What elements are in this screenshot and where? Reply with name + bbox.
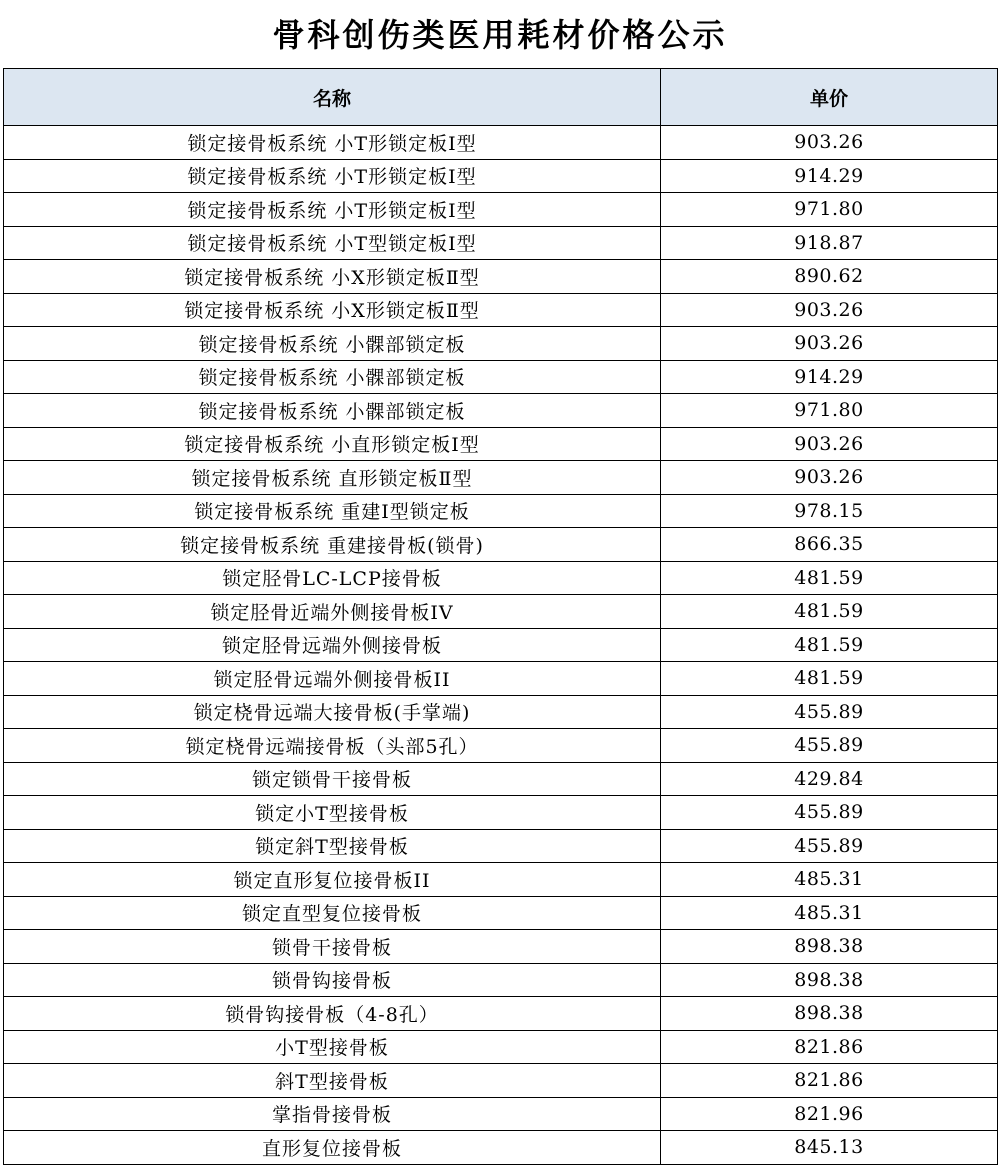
column-header-price: 单价	[661, 69, 998, 126]
cell-name: 锁定小T型接骨板	[4, 796, 661, 830]
table-header-row	[4, 69, 998, 126]
cell-name: 锁定接骨板系统 重建Ⅰ型锁定板	[4, 494, 661, 528]
cell-name: 锁定接骨板系统 小直形锁定板Ⅰ型	[4, 427, 661, 461]
cell-name: 锁定锁骨干接骨板	[4, 762, 661, 796]
table-row	[4, 126, 998, 160]
cell-price: 455.89	[661, 729, 998, 763]
cell-price: 918.87	[661, 226, 998, 260]
table-row	[4, 394, 998, 428]
table-row	[4, 662, 998, 696]
cell-name: 锁定胫骨LC-LCP接骨板	[4, 561, 661, 595]
cell-name: 斜T型接骨板	[4, 1064, 661, 1098]
table-row	[4, 427, 998, 461]
table-row	[4, 494, 998, 528]
cell-price: 898.38	[661, 997, 998, 1031]
table-row	[4, 561, 998, 595]
table-row	[4, 1131, 998, 1165]
cell-price: 866.35	[661, 528, 998, 562]
cell-price: 903.26	[661, 327, 998, 361]
cell-name: 锁骨钩接骨板	[4, 963, 661, 997]
table-row	[4, 461, 998, 495]
page-title: 骨科创伤类医用耗材价格公示	[272, 16, 728, 54]
table-row	[4, 1097, 998, 1131]
cell-name: 锁骨干接骨板	[4, 930, 661, 964]
cell-name: 锁定胫骨远端外侧接骨板	[4, 628, 661, 662]
cell-name: 直形复位接骨板	[4, 1131, 661, 1165]
cell-name: 锁定接骨板系统 小T形锁定板Ⅰ型	[4, 193, 661, 227]
cell-price: 914.29	[661, 360, 998, 394]
table-row	[4, 226, 998, 260]
cell-name: 小T型接骨板	[4, 1030, 661, 1064]
cell-price: 455.89	[661, 695, 998, 729]
table-row	[4, 729, 998, 763]
cell-name: 锁定接骨板系统 小X形锁定板Ⅱ型	[4, 260, 661, 294]
cell-name: 锁定斜T型接骨板	[4, 829, 661, 863]
table-row	[4, 896, 998, 930]
cell-name: 锁定接骨板系统 小T型锁定板Ⅰ型	[4, 226, 661, 260]
cell-name: 锁定接骨板系统 直形锁定板Ⅱ型	[4, 461, 661, 495]
table-row	[4, 628, 998, 662]
cell-name: 掌指骨接骨板	[4, 1097, 661, 1131]
table-row	[4, 595, 998, 629]
table-row	[4, 997, 998, 1031]
cell-price: 898.38	[661, 963, 998, 997]
table-row	[4, 695, 998, 729]
cell-price: 481.59	[661, 561, 998, 595]
cell-price: 903.26	[661, 427, 998, 461]
cell-price: 481.59	[661, 595, 998, 629]
cell-price: 429.84	[661, 762, 998, 796]
cell-name: 锁骨钩接骨板（4-8孔）	[4, 997, 661, 1031]
cell-name: 锁定接骨板系统 小T形锁定板Ⅰ型	[4, 159, 661, 193]
cell-price: 903.26	[661, 293, 998, 327]
cell-price: 914.29	[661, 159, 998, 193]
cell-price: 845.13	[661, 1131, 998, 1165]
cell-price: 481.59	[661, 662, 998, 696]
cell-name: 锁定接骨板系统 小髁部锁定板	[4, 327, 661, 361]
cell-price: 903.26	[661, 126, 998, 160]
table-row	[4, 930, 998, 964]
cell-price: 978.15	[661, 494, 998, 528]
cell-name: 锁定直型复位接骨板	[4, 896, 661, 930]
cell-price: 455.89	[661, 829, 998, 863]
cell-price: 971.80	[661, 394, 998, 428]
cell-name: 锁定接骨板系统 小X形锁定板Ⅱ型	[4, 293, 661, 327]
table-row	[4, 863, 998, 897]
table-row	[4, 829, 998, 863]
cell-price: 821.86	[661, 1064, 998, 1098]
table-row	[4, 159, 998, 193]
table-row	[4, 963, 998, 997]
cell-name: 锁定接骨板系统 重建接骨板(锁骨)	[4, 528, 661, 562]
cell-name: 锁定接骨板系统 小T形锁定板Ⅰ型	[4, 126, 661, 160]
table-row	[4, 193, 998, 227]
table-body	[4, 126, 998, 1165]
cell-name: 锁定接骨板系统 小髁部锁定板	[4, 360, 661, 394]
cell-price: 455.89	[661, 796, 998, 830]
cell-name: 锁定直形复位接骨板II	[4, 863, 661, 897]
table-row	[4, 1030, 998, 1064]
table-row	[4, 260, 998, 294]
table-row	[4, 1064, 998, 1098]
cell-price: 898.38	[661, 930, 998, 964]
price-table	[3, 68, 998, 1165]
cell-price: 481.59	[661, 628, 998, 662]
cell-name: 锁定桡骨远端大接骨板(手掌端)	[4, 695, 661, 729]
cell-price: 821.86	[661, 1030, 998, 1064]
cell-name: 锁定胫骨远端外侧接骨板II	[4, 662, 661, 696]
cell-name: 锁定接骨板系统 小髁部锁定板	[4, 394, 661, 428]
cell-price: 821.96	[661, 1097, 998, 1131]
cell-price: 485.31	[661, 896, 998, 930]
column-header-name: 名称	[4, 69, 661, 126]
cell-price: 890.62	[661, 260, 998, 294]
cell-price: 485.31	[661, 863, 998, 897]
table-row	[4, 360, 998, 394]
table-row	[4, 762, 998, 796]
table-row	[4, 327, 998, 361]
cell-price: 903.26	[661, 461, 998, 495]
cell-name: 锁定桡骨远端接骨板（头部5孔）	[4, 729, 661, 763]
table-row	[4, 528, 998, 562]
cell-name: 锁定胫骨近端外侧接骨板IV	[4, 595, 661, 629]
table-row	[4, 293, 998, 327]
cell-price: 971.80	[661, 193, 998, 227]
table-row	[4, 796, 998, 830]
